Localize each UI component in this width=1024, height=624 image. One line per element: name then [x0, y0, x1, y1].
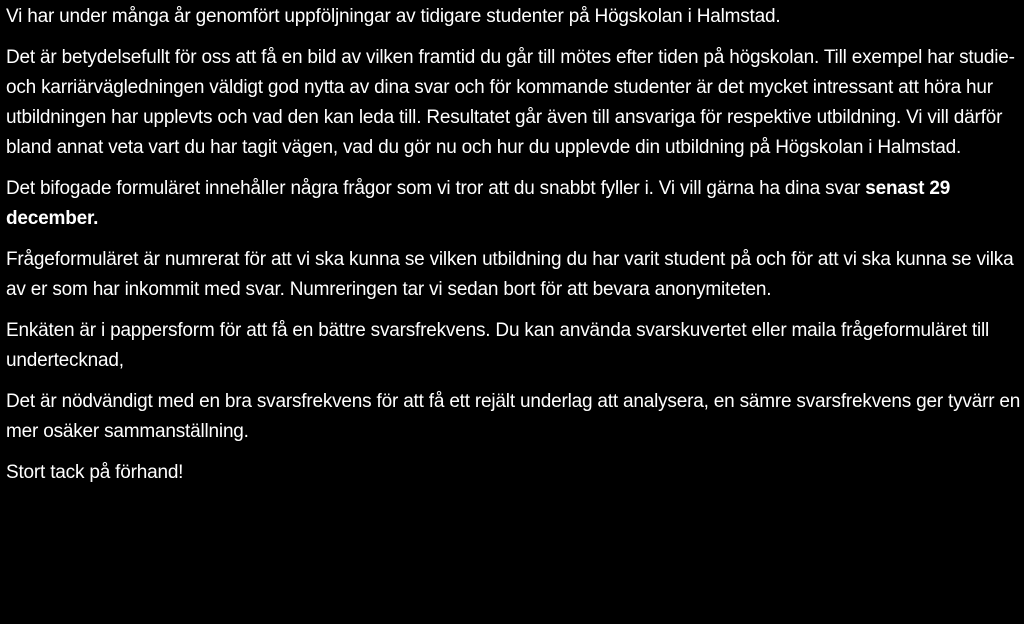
paper-form-paragraph: Enkäten är i pappersform för att få en bättre svarsfrekvens. Du kan använda svarskuvertet eller maila frågeformuläret till undertecknad,	[6, 320, 990, 371]
response-rate-paragraph: Det är nödvändigt med en bra svarsfrekvens för att få ett rejält underlag att analysera, en sämre svarsfrekvens ger tyvärr en mer osäker sammanställning.	[6, 391, 1021, 442]
purpose-paragraph: Det är betydelsefullt för oss att få en bild av vilken framtid du går till mötes efter tiden på högskolan. Till exempel har studie- och karriärvägledningen väldigt god nytta av dina svar och för kommande studenter är det mycket intressant att höra hur utbildningen har upplevts och vad den kan leda till. Resultatet går även till ansvariga för respektive utbildning. Vi vill därför bland annat veta vart du har tagit vägen, vad du gör nu och hur du upplevde din utbildning på Högskolan i Halmstad.	[6, 47, 1015, 158]
deadline-paragraph	[6, 174, 1024, 234]
thanks-paragraph: Stort tack på förhand!	[6, 462, 184, 483]
numbering-paragraph: Frågeformuläret är numrerat för att vi ska kunna se vilken utbildning du har varit student på och för att vi ska kunna se vilka av er som har inkommit med svar. Numreringen tar vi sedan bort för att bevara anonymiteten.	[6, 249, 1014, 300]
deadline-text: Det bifogade formuläret innehåller några frågor som vi tror att du snabbt fyller i. Vi vill gärna ha dina svar	[6, 178, 866, 199]
letter-body	[6, 2, 1024, 488]
deadline-date: senast 29 december.	[6, 178, 951, 229]
intro-paragraph: Vi har under många år genomfört uppföljningar av tidigare studenter på Högskolan i Halmstad.	[6, 6, 781, 27]
